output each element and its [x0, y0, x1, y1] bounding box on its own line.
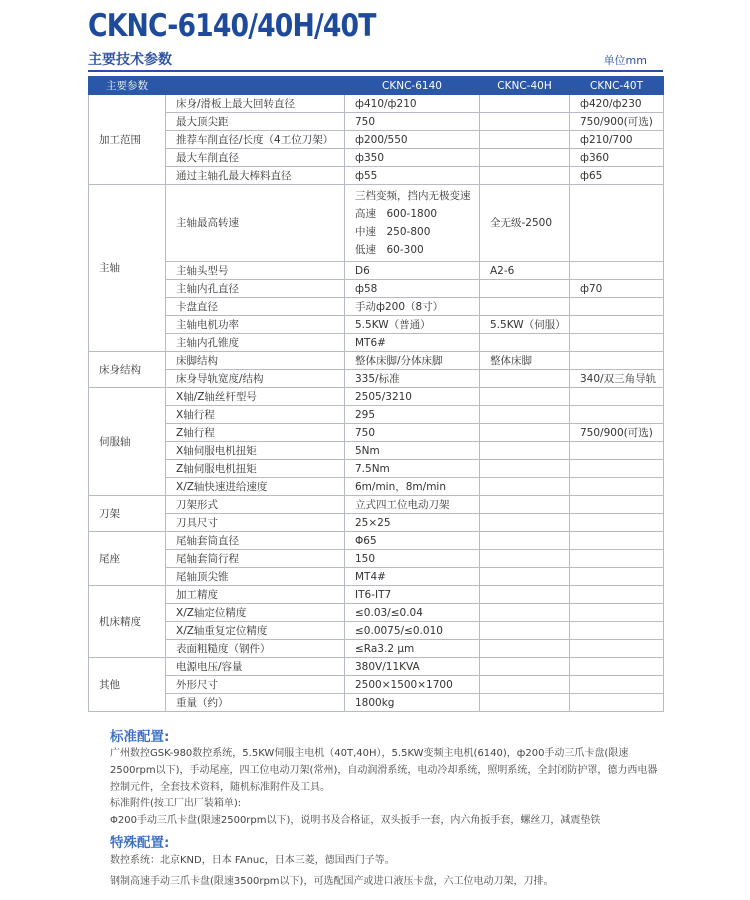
param-name-cell: Z轴伺服电机扭矩: [166, 460, 345, 478]
param-name-cell: 表面粗糙度（钢件）: [166, 640, 345, 658]
value-cell-6140: ф58: [345, 280, 480, 298]
param-name-cell: 推荐车削直径/长度（4工位刀架）: [166, 131, 345, 149]
value-cell-40h: [480, 640, 570, 658]
value-cell-40t: [570, 460, 664, 478]
header-blank: [166, 77, 345, 95]
param-name-cell: X/Z轴重复定位精度: [166, 622, 345, 640]
value-cell-6140: 150: [345, 550, 480, 568]
param-name-cell: 床脚结构: [166, 352, 345, 370]
table-row: [89, 424, 664, 442]
table-row: [89, 262, 664, 280]
value-cell-6140: ф200/550: [345, 131, 480, 149]
table-row: [89, 131, 664, 149]
value-cell-6140: 25×25: [345, 514, 480, 532]
value-cell-40h: [480, 478, 570, 496]
value-cell-40t: ф420/ф230: [570, 95, 664, 113]
header-cknc-6140: CKNC-6140: [345, 77, 480, 95]
value-cell-6140: ф55: [345, 167, 480, 185]
standard-accessory-title: 标准附件(按工厂出厂装箱单):: [110, 798, 242, 809]
param-name-cell: 尾轴套筒直径: [166, 532, 345, 550]
param-name-cell: 主轴内孔直径: [166, 280, 345, 298]
section-subtitle: 主要技术参数: [88, 52, 172, 68]
param-name-cell: X/Z轴定位精度: [166, 604, 345, 622]
value-cell-40t: [570, 442, 664, 460]
table-row: [89, 149, 664, 167]
param-name-cell: X/Z轴快速进给速度: [166, 478, 345, 496]
param-name-cell: 最大顶尖距: [166, 113, 345, 131]
value-cell-40t: [570, 514, 664, 532]
value-cell-6140: 2500×1500×1700: [345, 676, 480, 694]
table-row: [89, 334, 664, 352]
table-row: [89, 514, 664, 532]
value-cell-40t: [570, 388, 664, 406]
param-name-cell: 尾轴顶尖锥: [166, 568, 345, 586]
spec-table-body: [89, 95, 664, 712]
value-cell-40t: ф360: [570, 149, 664, 167]
table-row: [89, 298, 664, 316]
value-cell-6140: 5Nm: [345, 442, 480, 460]
value-cell-40t: [570, 316, 664, 334]
table-row: [89, 388, 664, 406]
value-cell-40h: [480, 334, 570, 352]
value-cell-40t: [570, 185, 664, 262]
category-cell: 机床精度: [89, 586, 166, 658]
table-row: [89, 496, 664, 514]
param-name-cell: 卡盘直径: [166, 298, 345, 316]
value-cell-6140: 6m/min，8m/min: [345, 478, 480, 496]
table-row: [89, 658, 664, 676]
value-cell-40h: [480, 370, 570, 388]
value-cell-40t: [570, 694, 664, 712]
param-name-cell: 床身导轨宽度/结构: [166, 370, 345, 388]
value-cell-6140: ≤0.03/≤0.04: [345, 604, 480, 622]
unit-label: 单位mm: [603, 54, 647, 67]
value-cell-40h: [480, 514, 570, 532]
standard-config-heading: 标准配置:: [110, 729, 170, 745]
value-cell-40h: [480, 604, 570, 622]
value-cell-40h: [480, 424, 570, 442]
value-cell-40h: [480, 167, 570, 185]
value-cell-6140: 335/标准: [345, 370, 480, 388]
value-cell-40t: 750/900(可选): [570, 113, 664, 131]
value-cell-40h: 5.5KW（伺服）: [480, 316, 570, 334]
value-cell-6140: IT6-IT7: [345, 586, 480, 604]
header-cknc-40h: CKNC-40H: [480, 77, 570, 95]
param-name-cell: 最大车削直径: [166, 149, 345, 167]
value-cell-6140: 7.5Nm: [345, 460, 480, 478]
value-cell-40h: [480, 442, 570, 460]
value-cell-40t: [570, 658, 664, 676]
value-cell-6140: ≤0.0075/≤0.010: [345, 622, 480, 640]
value-cell-6140: MT4#: [345, 568, 480, 586]
value-cell-40t: [570, 352, 664, 370]
value-cell-40h: A2-6: [480, 262, 570, 280]
value-cell-6140: 1800kg: [345, 694, 480, 712]
value-cell-40t: [570, 550, 664, 568]
value-cell-6140: 380V/11KVA: [345, 658, 480, 676]
param-name-cell: 外形尺寸: [166, 676, 345, 694]
table-row: [89, 352, 664, 370]
table-row: [89, 640, 664, 658]
value-cell-40t: ф210/700: [570, 131, 664, 149]
value-line: 高速 600-1800: [355, 208, 438, 220]
table-row: [89, 532, 664, 550]
value-cell-40h: [480, 586, 570, 604]
value-cell-40h: [480, 131, 570, 149]
param-name-cell: Z轴行程: [166, 424, 345, 442]
value-cell-40h: [480, 298, 570, 316]
table-row: [89, 694, 664, 712]
standard-config-body: 广州数控GSK-980数控系统，5.5KW伺服主电机（40T,40H），5.5KW变频主电机(6140)，ф200手动三爪卡盘(限速2500rpm以下)，手动尾座，四工位电动刀架(常州)，自动润滑系统，电动冷却系统，照明系统，全封闭防护罩，德力西电器控制元件，全套技术资料，随机标准附件及工具。: [110, 748, 658, 793]
value-cell-6140: Φ65: [345, 532, 480, 550]
param-name-cell: 主轴最高转速: [166, 185, 345, 262]
value-cell-40h: [480, 280, 570, 298]
value-cell-40h: 全无级-2500: [480, 185, 570, 262]
special-config-heading: 特殊配置:: [110, 835, 170, 851]
table-row: [89, 442, 664, 460]
value-cell-40t: [570, 532, 664, 550]
value-cell-6140: 手动ф200（8寸）: [345, 298, 480, 316]
value-cell-40h: [480, 388, 570, 406]
header-cknc-40t: CKNC-40T: [570, 77, 664, 95]
table-row: [89, 185, 664, 262]
param-name-cell: 刀具尺寸: [166, 514, 345, 532]
category-cell: 伺服轴: [89, 388, 166, 496]
table-header-row: [89, 77, 664, 95]
param-name-cell: 电源电压/容量: [166, 658, 345, 676]
value-cell-40h: [480, 568, 570, 586]
table-row: [89, 280, 664, 298]
value-cell-40t: [570, 334, 664, 352]
value-cell-40t: [570, 478, 664, 496]
value-cell-40h: [480, 460, 570, 478]
value-cell-6140: ф410/ф210: [345, 95, 480, 113]
table-row: [89, 370, 664, 388]
value-cell-6140: ≤Ra3.2 μm: [345, 640, 480, 658]
value-cell-6140: 2505/3210: [345, 388, 480, 406]
category-cell: 主轴: [89, 185, 166, 352]
table-row: [89, 95, 664, 113]
param-name-cell: 通过主轴孔最大棒料直径: [166, 167, 345, 185]
table-row: [89, 676, 664, 694]
value-cell-6140: MT6#: [345, 334, 480, 352]
table-row: [89, 316, 664, 334]
value-cell-40t: ф65: [570, 167, 664, 185]
table-row: [89, 604, 664, 622]
param-name-cell: 重量（约）: [166, 694, 345, 712]
param-name-cell: 尾轴套筒行程: [166, 550, 345, 568]
param-name-cell: 主轴内孔锥度: [166, 334, 345, 352]
value-cell-40h: [480, 676, 570, 694]
value-cell-40h: [480, 113, 570, 131]
param-name-cell: 主轴头型号: [166, 262, 345, 280]
table-row: [89, 460, 664, 478]
param-name-cell: 刀架形式: [166, 496, 345, 514]
param-name-cell: 主轴电机功率: [166, 316, 345, 334]
category-cell: 刀架: [89, 496, 166, 532]
spec-table: [88, 76, 664, 712]
value-cell-40h: [480, 622, 570, 640]
page-title: CKNC-6140/40H/40T: [88, 8, 376, 44]
standard-accessory-body: Φ200手动三爪卡盘(限速2500rpm以下)，说明书及合格证，双头扳手一套，内六角扳手套，螺丝刀，减震垫铁: [110, 815, 601, 826]
value-cell-40h: [480, 406, 570, 424]
value-line: 中速 250-800: [355, 226, 431, 238]
special-config-line-2: 钢制高速手动三爪卡盘(限速3500rpm以下)，可选配国产或进口液压卡盘，六工位电动刀架，刀排。: [110, 876, 554, 887]
value-cell-6140: D6: [345, 262, 480, 280]
value-cell-40t: [570, 676, 664, 694]
value-cell-40t: ф70: [570, 280, 664, 298]
param-name-cell: X轴行程: [166, 406, 345, 424]
value-cell-40h: [480, 694, 570, 712]
value-cell-40h: [480, 95, 570, 113]
value-cell-40t: [570, 568, 664, 586]
table-row: [89, 550, 664, 568]
value-cell-6140: 整体床脚/分体床脚: [345, 352, 480, 370]
value-cell-6140: 750: [345, 424, 480, 442]
value-cell-40t: [570, 298, 664, 316]
value-cell-6140: ф350: [345, 149, 480, 167]
table-row: [89, 568, 664, 586]
value-cell-6140: 立式四工位电动刀架: [345, 496, 480, 514]
value-cell-40t: 340/双三角导轨: [570, 370, 664, 388]
value-cell-40t: [570, 604, 664, 622]
special-config-line-1: 数控系统：北京KND，日本 FAnuc，日本三菱，德国西门子等。: [110, 855, 395, 866]
title-rule: [88, 70, 663, 72]
value-cell-6140: [345, 185, 480, 262]
category-cell: 加工范围: [89, 95, 166, 185]
table-row: [89, 586, 664, 604]
value-cell-40h: [480, 550, 570, 568]
value-cell-6140: 5.5KW（普通）: [345, 316, 480, 334]
param-name-cell: 加工精度: [166, 586, 345, 604]
table-row: [89, 167, 664, 185]
value-cell-40t: [570, 640, 664, 658]
header-main-params: 主要参数: [89, 77, 166, 95]
table-row: [89, 406, 664, 424]
category-cell: 尾座: [89, 532, 166, 586]
value-cell-40t: [570, 586, 664, 604]
value-cell-6140: 295: [345, 406, 480, 424]
value-cell-40h: [480, 532, 570, 550]
value-cell-40t: [570, 622, 664, 640]
value-cell-40h: [480, 496, 570, 514]
value-cell-40h: [480, 658, 570, 676]
value-cell-40t: [570, 496, 664, 514]
value-cell-40t: [570, 262, 664, 280]
param-name-cell: 床身/滑板上最大回转直径: [166, 95, 345, 113]
value-cell-40h: [480, 149, 570, 167]
category-cell: 其他: [89, 658, 166, 712]
value-cell-6140: 750: [345, 113, 480, 131]
param-name-cell: X轴伺服电机扭矩: [166, 442, 345, 460]
value-line: 三档变频，挡内无极变速: [355, 190, 471, 202]
value-cell-40t: [570, 406, 664, 424]
value-cell-40h: 整体床脚: [480, 352, 570, 370]
value-cell-40t: 750/900(可选): [570, 424, 664, 442]
category-cell: 床身结构: [89, 352, 166, 388]
table-row: [89, 478, 664, 496]
table-row: [89, 622, 664, 640]
table-row: [89, 113, 664, 131]
value-line: 低速 60-300: [355, 244, 424, 256]
param-name-cell: X轴/Z轴丝杆型号: [166, 388, 345, 406]
